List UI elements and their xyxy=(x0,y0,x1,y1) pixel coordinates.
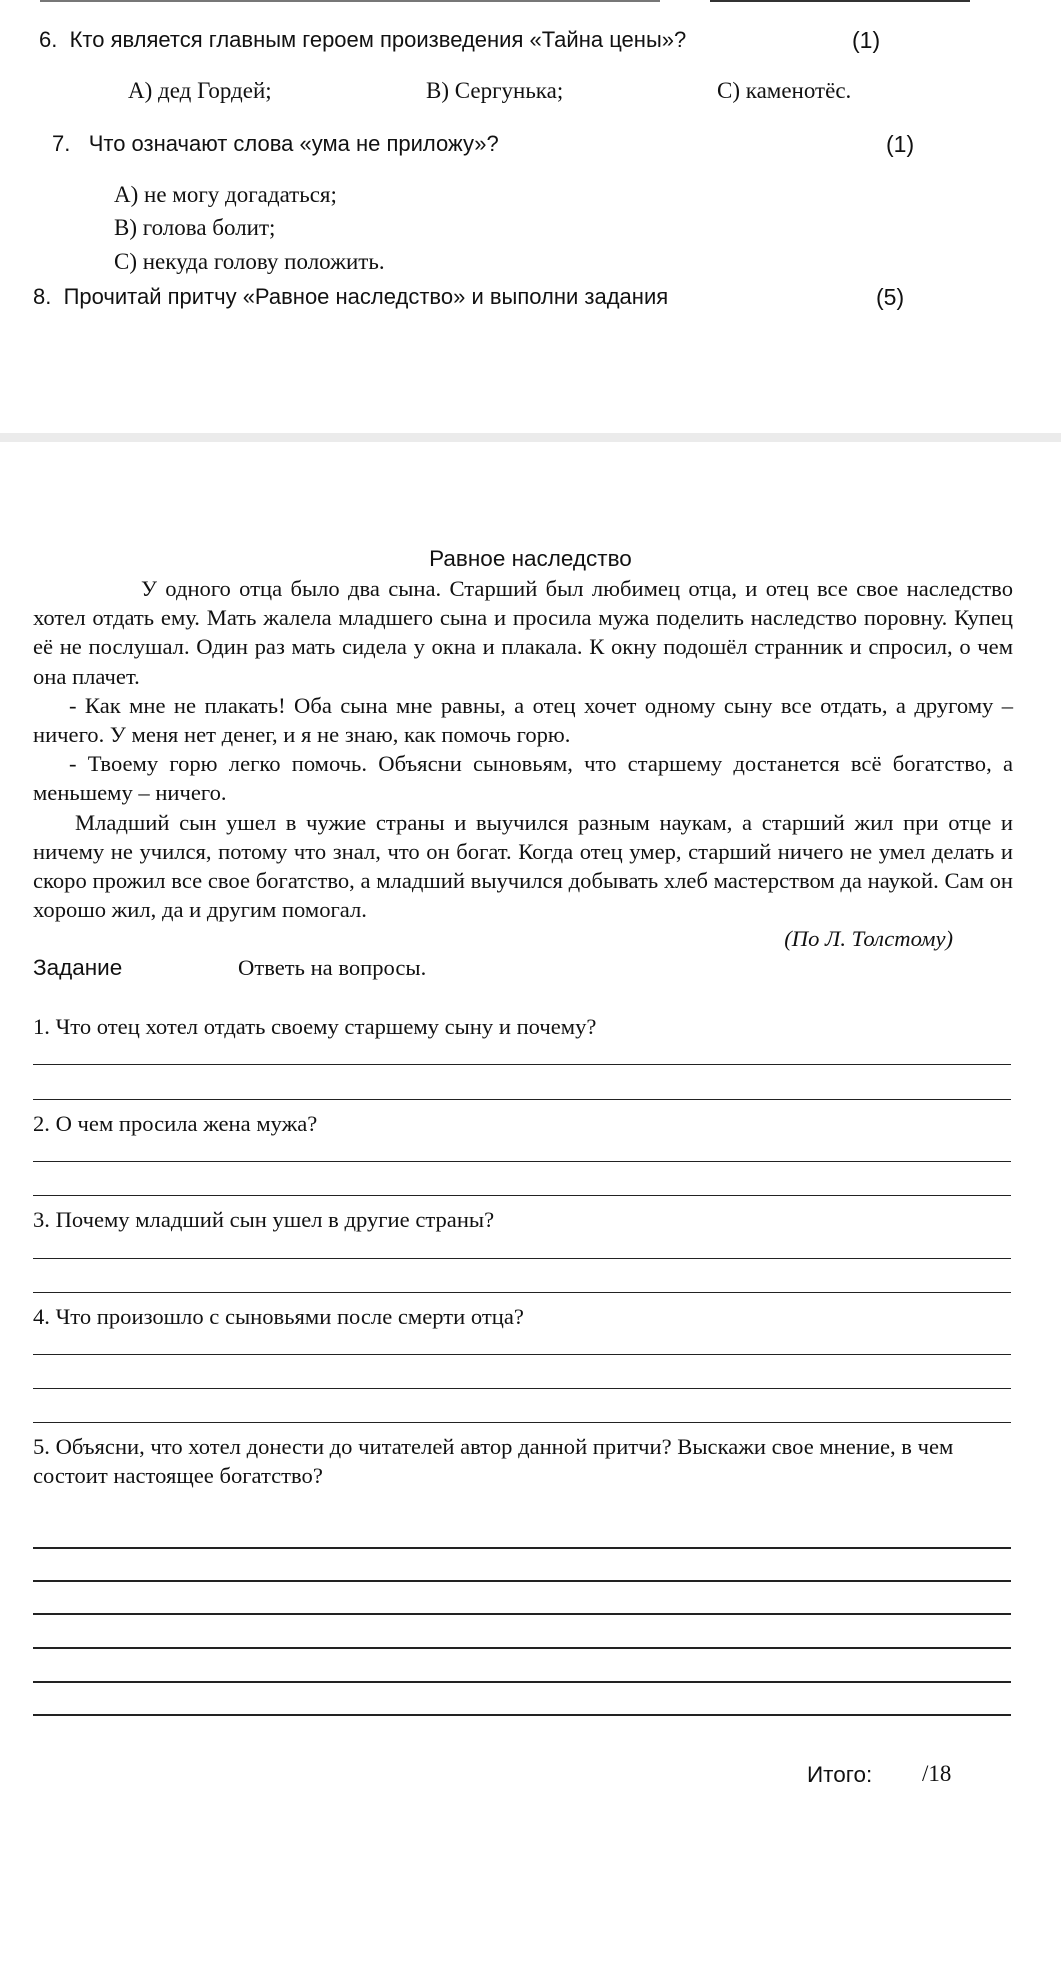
total-score: /18 xyxy=(922,1761,952,1786)
task-question-2: 2. О чем просила жена мужа? xyxy=(33,1111,318,1136)
answer-line[interactable] xyxy=(33,1064,1011,1065)
question-text: Кто является главным героем произведения «Тайна цены»? xyxy=(69,27,687,52)
question-text: Что означают слова «ума не приложу»? xyxy=(88,131,499,156)
answer-line[interactable] xyxy=(33,1580,1011,1582)
story-title: Равное наследство xyxy=(429,546,632,571)
answer-line[interactable] xyxy=(33,1354,1011,1355)
answer-line[interactable] xyxy=(33,1422,1011,1423)
question-6-option-b: В) Сергунька; xyxy=(426,78,564,103)
question-7 xyxy=(52,131,499,157)
story-author: (По Л. Толстому) xyxy=(784,926,953,952)
answer-line[interactable] xyxy=(33,1292,1011,1293)
question-7-option-a: А) не могу догадаться; xyxy=(114,182,337,207)
cropped-top-text xyxy=(0,0,1061,4)
question-number: 8. xyxy=(33,284,52,309)
task-question-1: 1. Что отец хотел отдать своему старшему сыну и почему? xyxy=(33,1014,597,1039)
question-7-option-c: С) некуда голову положить. xyxy=(114,249,385,274)
answer-line[interactable] xyxy=(33,1714,1011,1716)
total-label: Итого: xyxy=(807,1762,873,1787)
question-6-option-c: С) каменотёс. xyxy=(717,78,852,103)
answer-line[interactable] xyxy=(33,1388,1011,1389)
answer-line[interactable] xyxy=(33,1195,1011,1196)
question-6 xyxy=(39,27,686,53)
page-break xyxy=(0,433,1061,442)
story-paragraph: - Твоему горю легко помочь. Объясни сыновьям, что старшему достанется всё богатство, а меньшему – ничего. xyxy=(33,751,1013,806)
story-paragraph: Младший сын ушел в чужие страны и выучился разным наукам, а старший жил при отце и ничему не учился, потому что знал, что он богат. Когда отец умер, старший ничего не умел делать и скоро прожил все свое богатство, а младший выучился добывать хлеб мастерством да наукой. Сам он хорошо жил, да и другим помогал. xyxy=(33,809,1013,923)
answer-line[interactable] xyxy=(33,1099,1011,1100)
task-question-4: 4. Что произошло с сыновьями после смерти отца? xyxy=(33,1304,524,1329)
answer-line[interactable] xyxy=(33,1647,1011,1649)
cropped-text-fragment xyxy=(40,0,660,2)
story-text xyxy=(33,574,1013,954)
story-paragraph: - Как мне не плакать! Оба сына мне равны, а отец хочет одному сыну все отдать, а другому – ничего. У меня нет денег, и я не знаю, как помочь горю. xyxy=(33,692,1013,748)
cropped-underline xyxy=(710,0,970,2)
answer-line[interactable] xyxy=(33,1681,1011,1683)
answer-line[interactable] xyxy=(33,1161,1011,1162)
answer-line[interactable] xyxy=(33,1258,1011,1259)
question-7-points: (1) xyxy=(886,131,915,157)
question-8-points: (5) xyxy=(876,284,905,310)
question-7-option-b: В) голова болит; xyxy=(114,215,276,240)
question-6-points: (1) xyxy=(852,27,881,53)
task-label: Задание xyxy=(33,955,123,980)
question-6-option-a: А) дед Гордей; xyxy=(128,78,272,103)
story-paragraph: У одного отца было два сына. Старший был любимец отца, и отец все свое наследство хотел отдать ему. Мать жалела младшего сына и просила мужа поделить наследство поровну. Купец её не послушал. Один раз мать сидела у окна и плакала. К окну подошёл странник и спросил, о чем она плачет. xyxy=(33,576,1013,689)
task-instruction: Ответь на вопросы. xyxy=(238,955,427,980)
answer-line[interactable] xyxy=(33,1613,1011,1615)
question-number: 7. xyxy=(52,131,71,156)
question-number: 6. xyxy=(39,27,58,52)
task-question-3: 3. Почему младший сын ушел в другие страны? xyxy=(33,1207,495,1232)
answer-line[interactable] xyxy=(33,1547,1011,1549)
question-8 xyxy=(33,284,668,310)
task-question-5: 5. Объясни, что хотел донести до читателей автор данной притчи? Выскажи свое мнение, в чем состоит настоящее богатство? xyxy=(33,1434,954,1488)
question-text: Прочитай притчу «Равное наследство» и выполни задания xyxy=(63,284,669,309)
